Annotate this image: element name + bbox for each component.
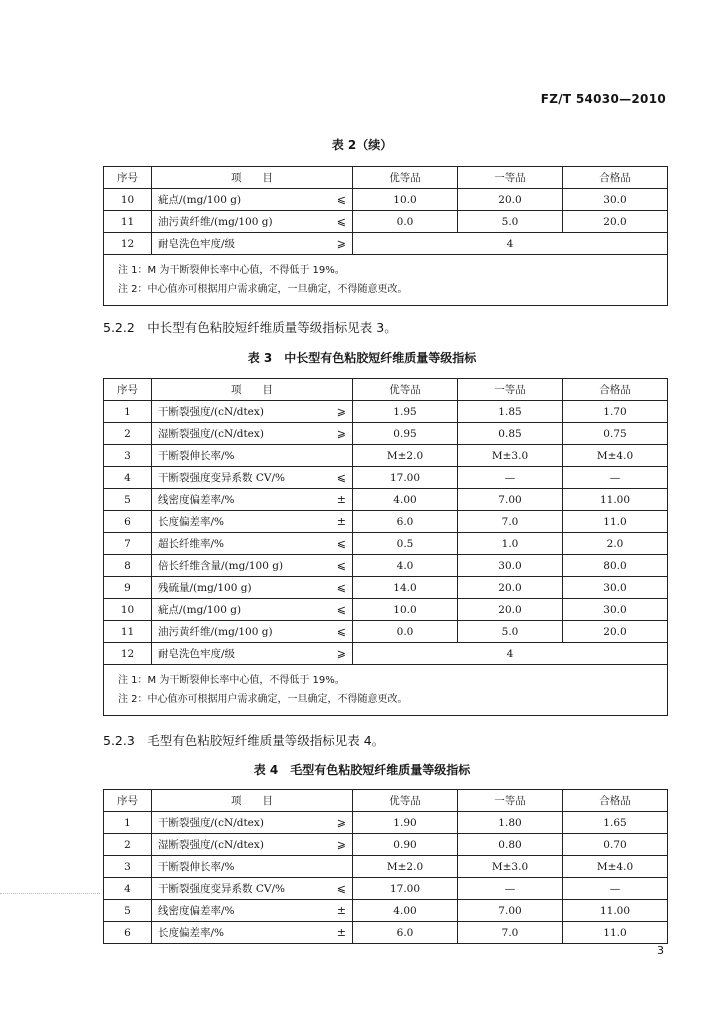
row-symbol: ± — [327, 489, 353, 511]
row-no: 2 — [104, 423, 152, 445]
row-value-qualified: 30.0 — [563, 577, 668, 599]
table-notes-row — [104, 255, 668, 306]
table-row — [104, 467, 668, 489]
row-symbol: ± — [327, 511, 353, 533]
row-value-premium: 10.0 — [353, 189, 458, 211]
row-no: 10 — [104, 189, 152, 211]
section-5-2-3: 5.2.3 毛型有色粘胶短纤维质量等级指标见表 4。 — [103, 733, 385, 748]
row-symbol: ⩾ — [327, 812, 353, 834]
table-4 — [103, 789, 668, 944]
row-no: 6 — [104, 511, 152, 533]
table-note: 注 2：中心值亦可根据用户需求确定，一旦确定，不得随意更改。 — [118, 284, 408, 295]
table-notes — [104, 255, 668, 306]
table-3 — [103, 378, 668, 716]
row-value-first: 5.0 — [458, 621, 563, 643]
row-value-qualified: 20.0 — [563, 211, 668, 233]
row-value-first: 7.0 — [458, 511, 563, 533]
row-value-qualified: 0.75 — [563, 423, 668, 445]
table-row — [104, 555, 668, 577]
row-value-premium: 17.00 — [353, 878, 458, 900]
row-item: 长度偏差率/% — [152, 922, 327, 944]
row-no: 9 — [104, 577, 152, 599]
row-value-first: 30.0 — [458, 555, 563, 577]
table-row — [104, 834, 668, 856]
row-value-premium: 14.0 — [353, 577, 458, 599]
row-item: 干断裂强度/(cN/dtex) — [152, 401, 327, 423]
row-item: 干断裂强度/(cN/dtex) — [152, 812, 327, 834]
table-header-row — [104, 379, 668, 401]
row-value-first: 1.85 — [458, 401, 563, 423]
row-item: 湿断裂强度/(cN/dtex) — [152, 423, 327, 445]
row-value-qualified: 11.00 — [563, 900, 668, 922]
row-item: 长度偏差率/% — [152, 511, 327, 533]
row-value-merged: 4 — [353, 643, 668, 665]
row-value-qualified: — — [563, 467, 668, 489]
row-value-first: M±3.0 — [458, 445, 563, 467]
table-note: 注 1：M 为干断裂伸长率中心值，不得低于 19%。 — [118, 265, 345, 276]
row-value-qualified: M±4.0 — [563, 445, 668, 467]
standard-code: FZ/T 54030—2010 — [540, 92, 666, 106]
row-value-first: 7.00 — [458, 900, 563, 922]
row-symbol: ⩾ — [327, 643, 353, 665]
row-value-premium: 0.95 — [353, 423, 458, 445]
row-value-first: 0.85 — [458, 423, 563, 445]
row-value-qualified: 2.0 — [563, 533, 668, 555]
row-value-qualified: 0.70 — [563, 834, 668, 856]
row-item: 疵点/(mg/100 g) — [152, 599, 327, 621]
table-row — [104, 445, 668, 467]
table-row — [104, 856, 668, 878]
header-grade-premium: 优等品 — [353, 790, 458, 812]
table-row — [104, 878, 668, 900]
table-row — [104, 233, 668, 255]
header-grade-first: 一等品 — [458, 167, 563, 189]
row-value-qualified: 20.0 — [563, 621, 668, 643]
row-no: 1 — [104, 401, 152, 423]
row-value-first: 1.80 — [458, 812, 563, 834]
table-header-row — [104, 790, 668, 812]
row-value-qualified: 1.65 — [563, 812, 668, 834]
table-row — [104, 621, 668, 643]
row-value-qualified: 30.0 — [563, 599, 668, 621]
header-grade-first: 一等品 — [458, 379, 563, 401]
page-number: 3 — [657, 944, 664, 957]
row-value-merged: 4 — [353, 233, 668, 255]
table-4-caption: 表 4 毛型有色粘胶短纤维质量等级指标 — [253, 763, 471, 777]
row-symbol: ⩽ — [327, 533, 353, 555]
row-symbol: ⩽ — [327, 467, 353, 489]
table-row — [104, 577, 668, 599]
row-value-premium: 17.00 — [353, 467, 458, 489]
table-note: 注 2：中心值亦可根据用户需求确定，一旦确定，不得随意更改。 — [118, 694, 408, 705]
row-value-qualified: 11.0 — [563, 511, 668, 533]
table-2-caption: 表 2（续） — [331, 138, 393, 152]
row-item: 干断裂强度变异系数 CV/% — [152, 467, 327, 489]
row-item: 线密度偏差率/% — [152, 900, 327, 922]
row-value-first: 20.0 — [458, 189, 563, 211]
table-row — [104, 643, 668, 665]
row-value-first: M±3.0 — [458, 856, 563, 878]
row-no: 3 — [104, 856, 152, 878]
table-row — [104, 599, 668, 621]
row-item: 倍长纤维含量/(mg/100 g) — [152, 555, 327, 577]
row-item: 油污黄纤维/(mg/100 g) — [152, 621, 327, 643]
row-symbol: ⩾ — [327, 834, 353, 856]
row-value-first: 5.0 — [458, 211, 563, 233]
row-no: 12 — [104, 233, 152, 255]
header-item: 项 目 — [152, 379, 353, 401]
row-value-qualified: 80.0 — [563, 555, 668, 577]
header-item: 项 目 — [152, 790, 353, 812]
table-notes — [104, 665, 668, 716]
row-symbol: ⩽ — [327, 878, 353, 900]
row-symbol — [327, 445, 353, 467]
row-value-premium: 0.0 — [353, 211, 458, 233]
row-no: 2 — [104, 834, 152, 856]
table-row — [104, 812, 668, 834]
row-value-premium: M±2.0 — [353, 856, 458, 878]
row-no: 5 — [104, 489, 152, 511]
row-no: 4 — [104, 878, 152, 900]
table-row — [104, 489, 668, 511]
header-grade-qualified: 合格品 — [563, 379, 668, 401]
table-row — [104, 900, 668, 922]
row-no: 3 — [104, 445, 152, 467]
row-value-premium: 4.00 — [353, 900, 458, 922]
row-item: 干断裂伸长率/% — [152, 445, 327, 467]
row-symbol: ⩽ — [327, 555, 353, 577]
row-no: 1 — [104, 812, 152, 834]
row-symbol: ⩾ — [327, 233, 353, 255]
table-row — [104, 922, 668, 944]
row-symbol: ⩽ — [327, 599, 353, 621]
table-row — [104, 423, 668, 445]
row-value-qualified: 11.0 — [563, 922, 668, 944]
table-3-caption: 表 3 中长型有色粘胶短纤维质量等级指标 — [247, 351, 477, 365]
row-item: 干断裂伸长率/% — [152, 856, 327, 878]
row-value-premium: 1.95 — [353, 401, 458, 423]
header-no: 序号 — [104, 379, 152, 401]
row-value-premium: 4.0 — [353, 555, 458, 577]
row-symbol: ± — [327, 900, 353, 922]
row-symbol: ⩽ — [327, 211, 353, 233]
row-value-qualified: — — [563, 878, 668, 900]
header-grade-first: 一等品 — [458, 790, 563, 812]
row-item: 耐皂洗色牢度/级 — [152, 233, 327, 255]
row-value-qualified: 1.70 — [563, 401, 668, 423]
row-value-first: 20.0 — [458, 599, 563, 621]
row-value-first: 7.00 — [458, 489, 563, 511]
row-value-premium: 4.00 — [353, 489, 458, 511]
row-item: 残硫量/(mg/100 g) — [152, 577, 327, 599]
row-symbol: ⩾ — [327, 423, 353, 445]
row-value-first: 7.0 — [458, 922, 563, 944]
table-row — [104, 511, 668, 533]
row-value-qualified: M±4.0 — [563, 856, 668, 878]
section-5-2-2: 5.2.2 中长型有色粘胶短纤维质量等级指标见表 3。 — [103, 320, 397, 335]
row-symbol: ± — [327, 922, 353, 944]
row-no: 6 — [104, 922, 152, 944]
table-2 — [103, 166, 668, 306]
header-grade-premium: 优等品 — [353, 167, 458, 189]
table-row — [104, 401, 668, 423]
header-no: 序号 — [104, 790, 152, 812]
table-row — [104, 189, 668, 211]
header-no: 序号 — [104, 167, 152, 189]
header-grade-qualified: 合格品 — [563, 790, 668, 812]
header-item: 项 目 — [152, 167, 353, 189]
row-no: 8 — [104, 555, 152, 577]
row-item: 湿断裂强度/(cN/dtex) — [152, 834, 327, 856]
row-symbol: ⩽ — [327, 621, 353, 643]
row-value-premium: 10.0 — [353, 599, 458, 621]
row-value-first: 0.80 — [458, 834, 563, 856]
scan-artifact — [0, 893, 100, 898]
row-value-qualified: 11.00 — [563, 489, 668, 511]
row-no: 10 — [104, 599, 152, 621]
row-value-premium: 0.0 — [353, 621, 458, 643]
row-value-first: — — [458, 467, 563, 489]
row-no: 11 — [104, 211, 152, 233]
row-item: 超长纤维率/% — [152, 533, 327, 555]
table-note: 注 1：M 为干断裂伸长率中心值，不得低于 19%。 — [118, 675, 345, 686]
table-row — [104, 533, 668, 555]
header-grade-premium: 优等品 — [353, 379, 458, 401]
row-value-first: 1.0 — [458, 533, 563, 555]
row-value-first: — — [458, 878, 563, 900]
row-symbol — [327, 856, 353, 878]
row-item: 油污黄纤维/(mg/100 g) — [152, 211, 327, 233]
row-item: 线密度偏差率/% — [152, 489, 327, 511]
header-grade-qualified: 合格品 — [563, 167, 668, 189]
row-symbol: ⩽ — [327, 577, 353, 599]
row-item: 疵点/(mg/100 g) — [152, 189, 327, 211]
row-no: 5 — [104, 900, 152, 922]
row-value-premium: 0.5 — [353, 533, 458, 555]
row-symbol: ⩽ — [327, 189, 353, 211]
row-value-premium: 0.90 — [353, 834, 458, 856]
row-value-premium: 6.0 — [353, 922, 458, 944]
table-notes-row — [104, 665, 668, 716]
row-no: 7 — [104, 533, 152, 555]
row-value-premium: 6.0 — [353, 511, 458, 533]
row-symbol: ⩾ — [327, 401, 353, 423]
row-no: 4 — [104, 467, 152, 489]
table-header-row — [104, 167, 668, 189]
row-no: 12 — [104, 643, 152, 665]
row-value-premium: M±2.0 — [353, 445, 458, 467]
row-no: 11 — [104, 621, 152, 643]
row-value-first: 20.0 — [458, 577, 563, 599]
row-item: 耐皂洗色牢度/级 — [152, 643, 327, 665]
table-row — [104, 211, 668, 233]
row-value-premium: 1.90 — [353, 812, 458, 834]
row-item: 干断裂强度变异系数 CV/% — [152, 878, 327, 900]
row-value-qualified: 30.0 — [563, 189, 668, 211]
